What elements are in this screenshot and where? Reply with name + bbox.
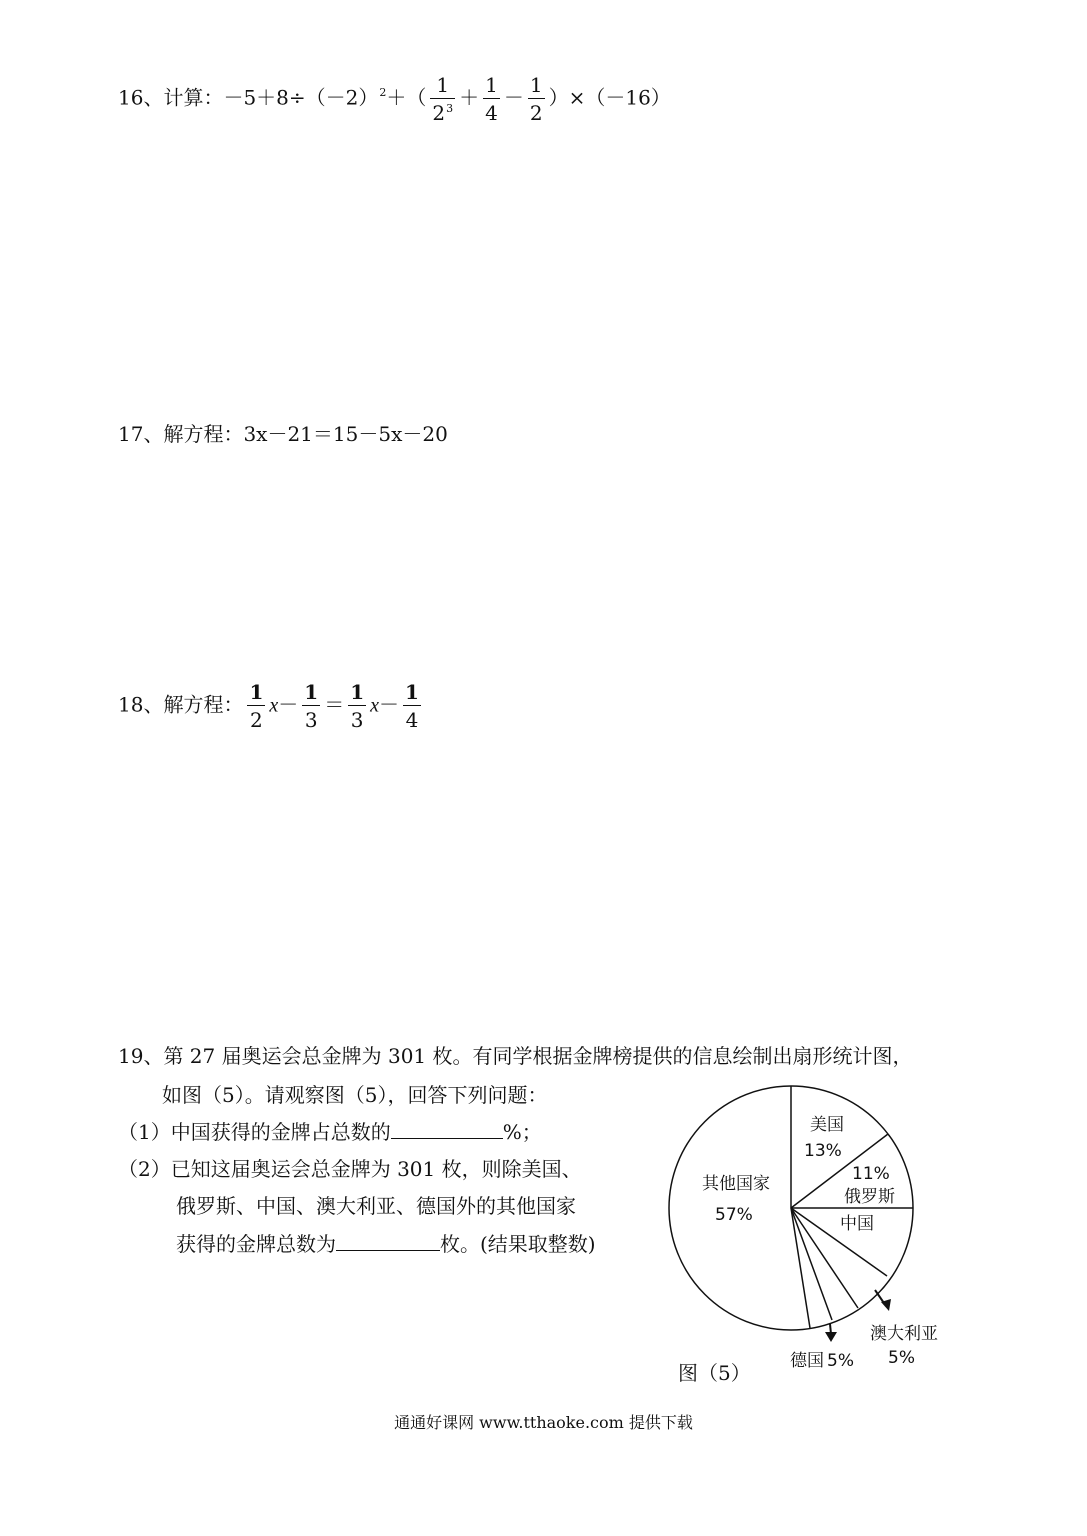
q16-f2-denominator: 4	[485, 101, 498, 125]
q19-part-2-prefix: 获得的金牌总数为	[176, 1232, 336, 1256]
question-17	[118, 424, 448, 444]
q16-f3-numerator: 1	[529, 73, 543, 97]
q18-f1-denominator: 2	[250, 708, 263, 732]
q19-line-2: 如图（5）。请观察图（5），回答下列问题：	[162, 1083, 548, 1107]
q18-f1-numerator: 1	[249, 680, 264, 704]
q18-f2-denominator: 3	[304, 708, 318, 732]
question-17-label: 17、解方程：	[118, 422, 244, 446]
q16-f1-numerator: 1	[436, 73, 450, 97]
question-18-label: 18、解方程：	[118, 692, 244, 717]
answer-blank-2[interactable]	[336, 1234, 440, 1251]
q19-part-2-line-1: （2）已知这届奥运会总金牌为 301 枚，则除美国、	[118, 1157, 582, 1181]
q16-plus: ＋	[459, 85, 480, 110]
q18-fraction-2	[302, 682, 320, 730]
label-germany-percent: 5%	[827, 1351, 854, 1371]
label-usa-percent: 13%	[804, 1141, 842, 1161]
label-usa-name: 美国	[810, 1115, 844, 1135]
q16-fraction-1	[430, 75, 455, 123]
q19-part-1	[118, 1122, 542, 1142]
q18-fraction-4	[403, 682, 421, 730]
q18-minus-1: －	[278, 692, 299, 717]
q18-f3-denominator: 3	[350, 708, 364, 732]
q18-fraction-1	[247, 682, 265, 730]
q16-fraction-3	[528, 75, 545, 123]
question-16-label: 16、计算：	[118, 85, 224, 110]
q18-x-1: x	[269, 694, 279, 717]
page-footer: 通通好课网 www.tthaoke.com 提供下载	[394, 1413, 693, 1432]
label-australia-name: 澳大利亚	[870, 1324, 938, 1344]
answer-blank-1[interactable]	[391, 1122, 503, 1139]
q16-minus: －	[503, 85, 524, 110]
q18-f4-denominator: 4	[405, 708, 419, 732]
q19-part-1-suffix: %；	[502, 1120, 542, 1144]
q18-fraction-3	[348, 682, 366, 730]
figure-caption: 图（5）	[678, 1361, 751, 1385]
q19-part-2-line-2: 俄罗斯、中国、澳大利亚、德国外的其他国家	[176, 1194, 576, 1218]
q16-expr-part1: －5＋8÷（－2）	[223, 85, 379, 110]
label-australia-percent: 5%	[888, 1348, 915, 1368]
q19-part-2-line-3	[176, 1234, 596, 1254]
pie-chart	[660, 1080, 960, 1390]
q18-f2-numerator: 1	[304, 680, 319, 704]
label-russia-percent: 11%	[852, 1164, 890, 1184]
q18-equals: ＝	[324, 692, 345, 717]
q16-f1-den-exp: 3	[446, 102, 454, 115]
q16-exponent: 2	[379, 85, 387, 99]
label-other-name: 其他国家	[702, 1174, 770, 1194]
q18-f4-numerator: 1	[405, 680, 419, 704]
q16-f1-denominator	[430, 99, 455, 123]
q16-f2-numerator: 1	[485, 73, 498, 97]
q18-f3-numerator: 1	[350, 680, 365, 704]
q19-part-2-suffix: 枚。(结果取整数)	[440, 1232, 596, 1256]
q16-tail: ）×（－16）	[548, 85, 671, 110]
q19-part-1-prefix: （1）中国获得的金牌占总数的	[118, 1120, 391, 1144]
q17-equation: 3x－21＝15－5x－20	[243, 422, 448, 446]
q16-fraction-2	[483, 75, 500, 123]
question-16	[118, 75, 671, 123]
label-other-percent: 57%	[715, 1205, 753, 1225]
label-germany-name: 德国	[790, 1351, 824, 1371]
q16-f3-denominator: 2	[529, 101, 543, 125]
arrow-germany-head	[825, 1332, 837, 1342]
q19-line-1: 19、第 27 届奥运会总金牌为 301 枚。有同学根据金牌榜提供的信息绘制出扇形统计图，	[118, 1044, 913, 1068]
label-russia-name: 俄罗斯	[844, 1187, 895, 1207]
q16-f1-den-base: 2	[432, 101, 446, 125]
q18-minus-2: －	[379, 692, 399, 717]
q16-plus-open: ＋（	[386, 85, 427, 110]
label-china-name: 中国	[840, 1214, 874, 1234]
q18-x-2: x	[370, 694, 379, 717]
question-18	[118, 682, 425, 730]
